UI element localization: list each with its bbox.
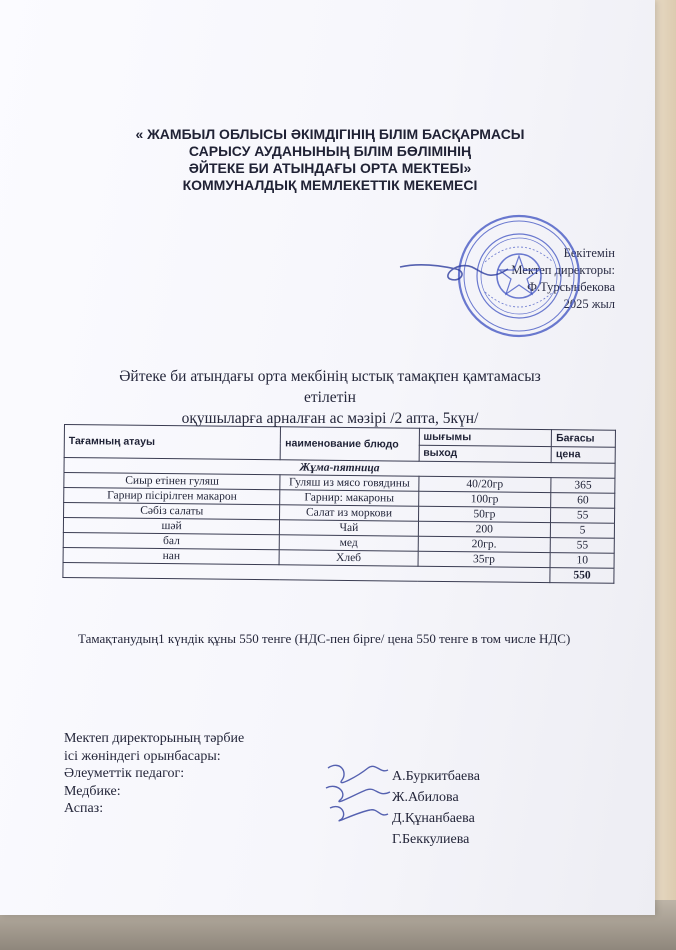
staff-line-5: Аспаз:	[64, 801, 104, 816]
cell-yield: 200	[418, 521, 551, 537]
approval-line-2: Мектеп директоры:	[511, 263, 615, 277]
staff-names	[392, 766, 532, 850]
staff-name-1: А.Буркитбаева	[392, 769, 480, 784]
cell-price: 365	[551, 478, 615, 494]
staff-positions	[64, 730, 324, 818]
cell-price: 55	[551, 508, 615, 524]
cell-name-ru: мед	[280, 535, 418, 551]
cell-yield: 35гр	[418, 551, 551, 567]
approval-line-1: Бекітемін	[563, 246, 615, 260]
total-value: 550	[550, 568, 614, 584]
daily-cost-note: Тамақтанудың1 күндік құны 550 тенге (НДС-пен бірге/ цена 550 тенге в том числе НДС)	[78, 631, 571, 646]
menu-title-line-2: оқушыларға арналған ас мәзірі /2 апта, 5күн/	[181, 410, 479, 427]
cell-yield: 100гр	[418, 491, 551, 507]
header-price-ru: цена	[551, 446, 615, 463]
cell-yield: 20гр.	[418, 536, 551, 552]
approval-line-4: 2025 жыл	[563, 297, 615, 311]
cell-name-kz: Сиыр етінен гуляш	[64, 473, 281, 490]
day-label: Жұма-пятница	[64, 458, 615, 479]
staff-name-3: Д.Құнанбаева	[392, 811, 475, 826]
cell-name-ru: Гарнир: макароны	[280, 490, 418, 506]
staff-line-4: Медбике:	[64, 783, 121, 799]
cell-price: 55	[550, 538, 614, 554]
header-line-1: « ЖАМБЫЛ ОБЛЫСЫ ӘКІМДІГІНІҢ БІЛІМ БАСҚАРМАСЫ	[135, 126, 525, 142]
cell-name-kz: нан	[63, 547, 280, 564]
staff-line-2: ісі жөніндегі орынбасары:	[64, 748, 221, 764]
menu-table	[62, 424, 616, 584]
cell-yield: 50гр	[418, 506, 551, 522]
menu-title-line-1: Әйтеке би атындағы орта мекбінің ыстық тамақпен қамтамасыз етілетін	[119, 368, 541, 406]
cell-name-ru: Гуляш из мясо говядины	[280, 475, 418, 491]
cell-name-kz: Гарнир пісірілген макарон	[64, 488, 281, 505]
header-price-kz: Бағасы	[552, 430, 616, 447]
director-signature	[398, 255, 518, 295]
cell-name-kz: бал	[63, 532, 280, 549]
cell-name-ru: Хлеб	[279, 550, 417, 566]
cell-price: 5	[551, 523, 615, 539]
approval-line-3: Ф.Турсынбекова	[527, 280, 615, 294]
cell-price: 10	[550, 553, 614, 569]
header-yield-kz: шығымы	[419, 428, 552, 446]
staff-line-1: Мектеп директорының тәрбие	[64, 731, 245, 746]
staff-line-3: Әлеуметтік педагог:	[64, 766, 185, 781]
header-line-3: ӘЙТЕКЕ БИ АТЫНДАҒЫ ОРТА МЕКТЕБІ»	[188, 160, 472, 176]
institution-header	[95, 126, 565, 194]
header-line-2: САРЫСУ АУДАНЫНЫҢ БІЛІМ БӨЛІМІНІҢ	[188, 143, 472, 159]
header-yield-ru: выход	[419, 445, 552, 463]
staff-name-2: Ж.Абилова	[392, 790, 459, 805]
cell-name-ru: Чай	[280, 520, 418, 536]
cell-price: 60	[551, 493, 615, 509]
header-name-kz: Тағамның атауы	[64, 425, 281, 460]
cell-name-kz: шәй	[63, 518, 280, 535]
menu-title	[100, 366, 560, 429]
staff-name-4: Г.Беккулиева	[392, 832, 470, 847]
cell-yield: 40/20гр	[418, 476, 551, 492]
header-name-ru: наименование блюдо	[281, 427, 419, 461]
staff-signatures	[318, 758, 398, 828]
cell-name-kz: Сәбіз салаты	[64, 503, 281, 520]
header-line-4: КОММУНАЛДЫҚ МЕМЛЕКЕТТІК МЕКЕМЕСІ	[182, 177, 478, 193]
cell-name-ru: Салат из моркови	[280, 505, 418, 521]
